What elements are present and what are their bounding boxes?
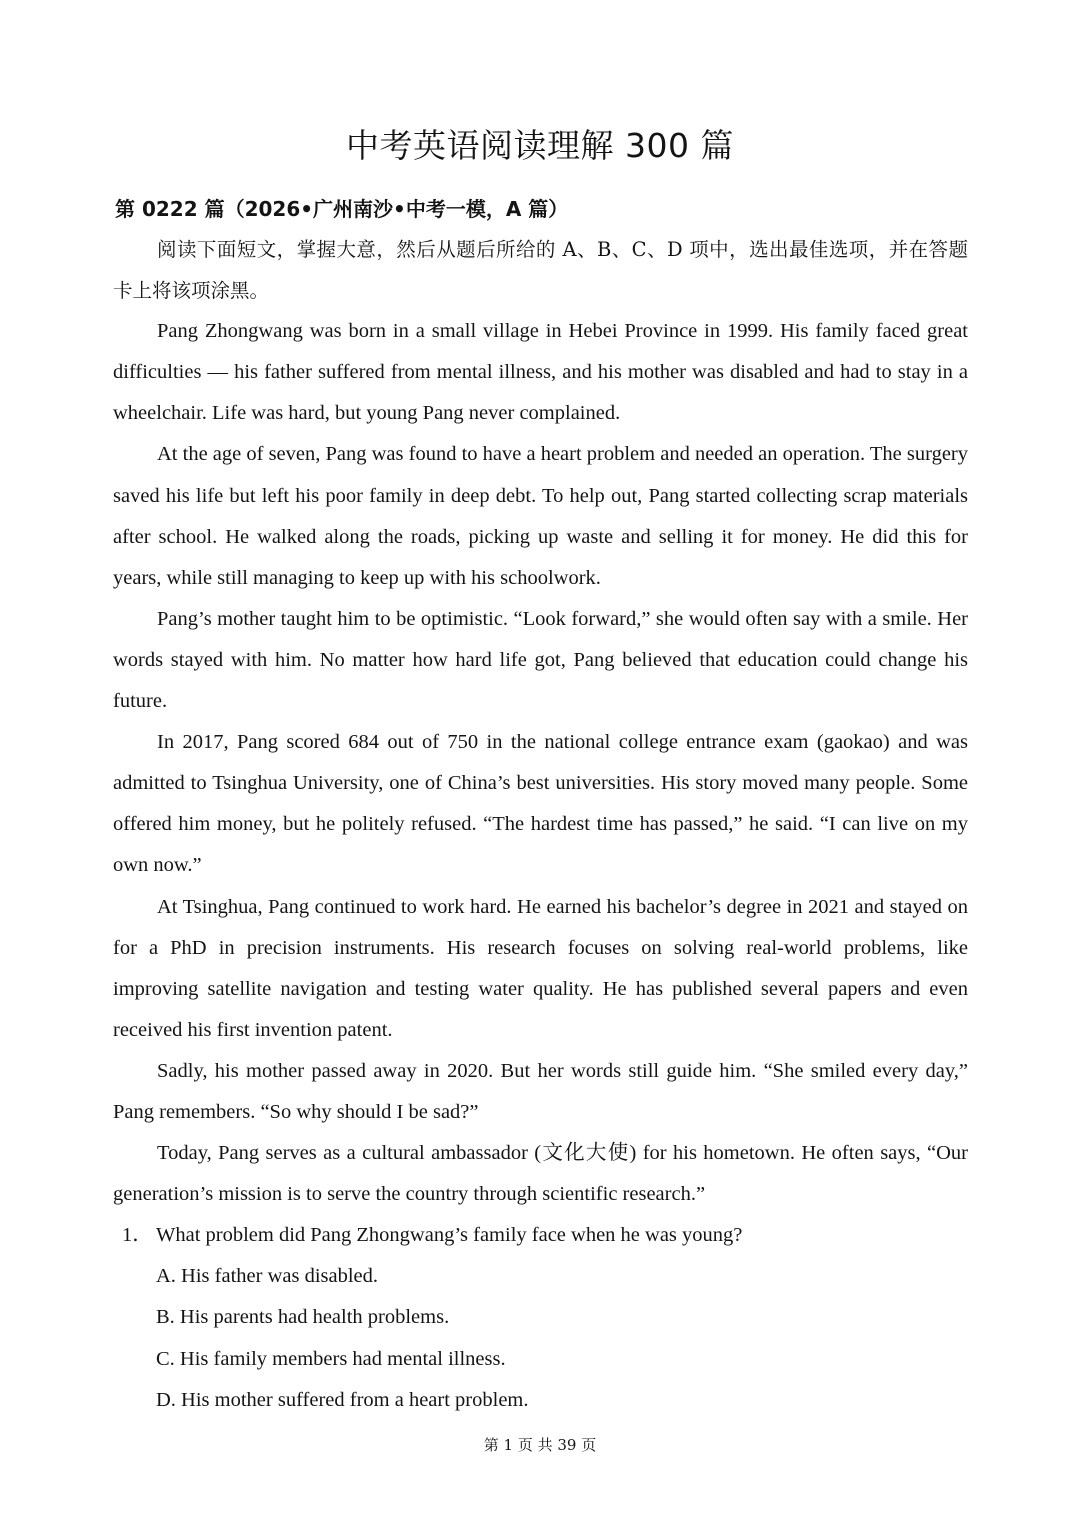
page-footer: 第 1 页 共 39 页: [483, 1436, 597, 1454]
answer-options: [113, 1256, 968, 1420]
instructions-paragraph: 阅读下面短文，掌握大意，然后从题后所给的 A、B、C、D 项中，选出最佳选项，并在答题卡上将该项涂黑。: [113, 238, 968, 303]
question-number: 1．: [122, 1224, 153, 1247]
question-text: What problem did Pang Zhongwang’s family face when he was young?: [156, 1224, 743, 1247]
passage-paragraph-5: At Tsinghua, Pang continued to work hard. He earned his bachelor’s degree in 2021 and stayed on for a PhD in precision instruments. His research focuses on solving real-world problems, like improving satellite navigation and testing water quality. He has published several papers and even received his first invention patent.: [113, 895, 968, 1041]
question-1: [113, 1215, 968, 1256]
option-a: A. His father was disabled.: [156, 1265, 379, 1288]
passage-paragraph-6: Sadly, his mother passed away in 2020. But her words still guide him. “She smiled every day,” Pang remembers. “So why should I be sad?”: [113, 1059, 968, 1123]
passage-heading: 第 0222 篇（2026•广州南沙•中考一模，A 篇）: [115, 197, 569, 221]
passage-paragraph-3: Pang’s mother taught him to be optimistic. “Look forward,” she would often say with a smile. Her words stayed with him. No matter how hard life got, Pang believed that education could change his future.: [113, 607, 968, 713]
option-c: C. His family members had mental illness.: [156, 1347, 506, 1370]
document-title: 中考英语阅读理解 300 篇: [346, 126, 734, 165]
passage-paragraph-2: At the age of seven, Pang was found to have a heart problem and needed an operation. The surgery saved his life but left his poor family in deep debt. To help out, Pang started collecting scrap materials after school. He walked along the roads, picking up waste and selling it for money. He did this for years, while still managing to keep up with his schoolwork.: [113, 443, 969, 589]
option-d: D. His mother suffered from a heart problem.: [156, 1388, 529, 1411]
option-b: B. His parents had health problems.: [156, 1306, 450, 1329]
passage-paragraph-7: Today, Pang serves as a cultural ambassador (文化大使) for his hometown. He often says, “Our generation’s mission is to serve the country through scientific research.”: [113, 1142, 968, 1206]
passage-paragraph-1: Pang Zhongwang was born in a small village in Hebei Province in 1999. His family faced great difficulties — his father suffered from mental illness, and his mother was disabled and had to stay in a wheelchair. Life was hard, but young Pang never complained.: [113, 320, 968, 425]
passage-body: [113, 229, 968, 1421]
passage-paragraph-4: In 2017, Pang scored 684 out of 750 in the national college entrance exam (gaokao) and was admitted to Tsinghua University, one of China’s best universities. His story moved many people. Some offered him money, but he politely refused. “The hardest time has passed,” he said. “I can live on my own now.”: [113, 731, 968, 877]
